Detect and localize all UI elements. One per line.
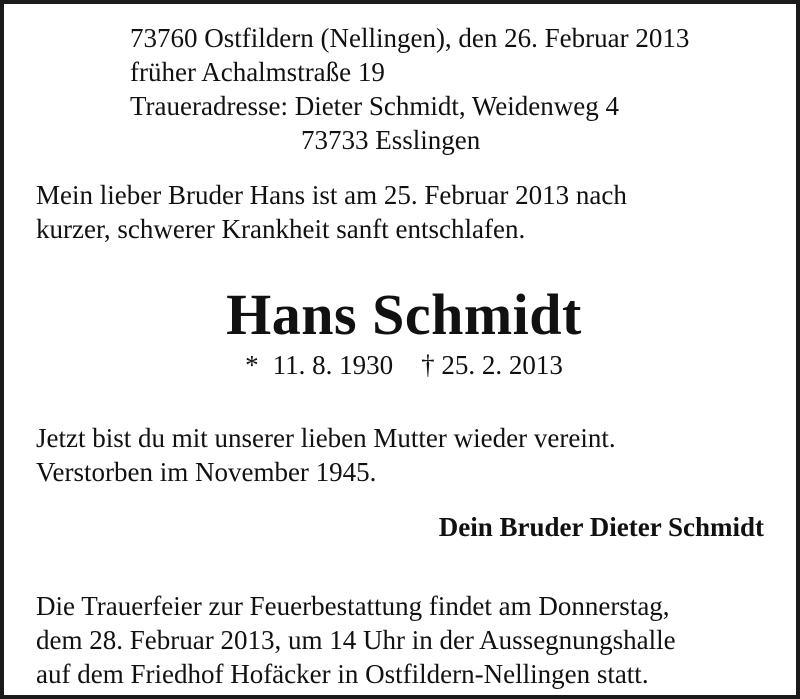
- birth-date: 11. 8. 1930: [272, 350, 394, 380]
- death-symbol: †: [421, 350, 435, 380]
- announcement-line-2: kurzer, schwerer Krankheit sanft entschlafen.: [36, 214, 526, 244]
- birth-symbol: *: [245, 350, 259, 380]
- remembrance-line-2: Verstorben im November 1945.: [36, 457, 377, 487]
- former-address-line: früher Achalmstraße 19: [130, 57, 385, 87]
- funeral-line-2: dem 28. Februar 2013, um 14 Uhr in der Aussegnungshalle: [36, 625, 676, 655]
- life-dates: [4, 349, 800, 381]
- funeral-line-3: auf dem Friedhof Hofäcker in Ostfildern-Nellingen statt.: [36, 659, 649, 689]
- death-date: 25. 2. 2013: [441, 350, 563, 380]
- mourning-address-line: Traueradresse: Dieter Schmidt, Weidenweg 4: [130, 91, 619, 121]
- deceased-name: Hans Schmidt: [226, 282, 582, 347]
- remembrance-line-1: Jetzt bist du mit unserer lieben Mutter wieder vereint.: [36, 423, 616, 453]
- announcement-line-1: Mein lieber Bruder Hans ist am 25. Februar 2013 nach: [36, 180, 627, 210]
- signature: Dein Bruder Dieter Schmidt: [438, 512, 764, 542]
- funeral-line-1: Die Trauerfeier zur Feuerbestattung findet am Donnerstag,: [36, 591, 670, 621]
- location-date-line: 73760 Ostfildern (Nellingen), den 26. Februar 2013: [130, 23, 690, 53]
- mourning-city-line: 73733 Esslingen: [301, 125, 481, 155]
